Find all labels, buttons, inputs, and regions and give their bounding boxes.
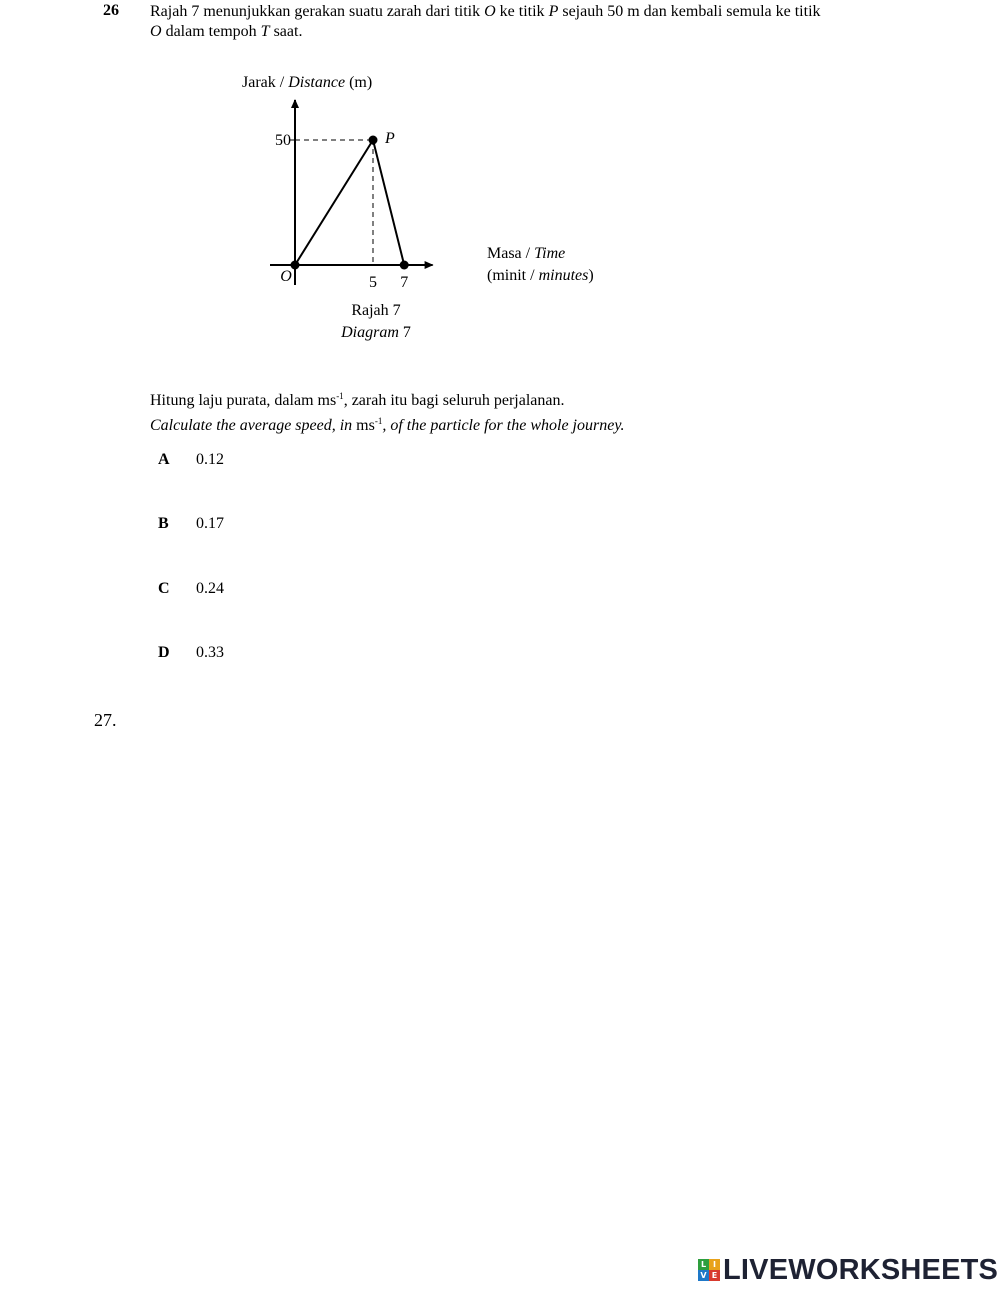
figure-caption-ms: Rajah 7	[351, 302, 401, 319]
liveworksheets-logo-icon	[698, 1259, 720, 1281]
question-stem	[150, 2, 930, 42]
answer-option-a[interactable]	[158, 451, 224, 469]
stem-text: sejauh 50 m dan kembali semula ke titik	[558, 3, 821, 20]
series-line-distance	[295, 140, 404, 265]
graph-svg	[230, 66, 630, 296]
answer-option-d[interactable]	[158, 644, 224, 662]
point-o-ref: O	[484, 3, 496, 20]
x-axis-label: Masa / Time	[487, 245, 566, 262]
option-letter: A	[158, 451, 170, 468]
question-number: 26	[103, 2, 119, 19]
y-axis-label: Jarak / Distance (m)	[242, 74, 373, 91]
caption-en-number: 7	[398, 324, 411, 341]
data-point-o	[291, 261, 300, 270]
prompt-english: Calculate the average speed, in $ms^{-1}$, of the particle for the whole journey.	[150, 416, 625, 434]
answer-option-c[interactable]	[158, 580, 224, 598]
answer-option-b[interactable]	[158, 515, 224, 533]
figure-caption-en	[230, 324, 522, 342]
stem-text: ke titik	[495, 3, 549, 20]
logo-tile: I	[709, 1259, 720, 1270]
stem-text: Rajah 7 menunjukkan gerakan suatu zarah dari titik	[150, 3, 485, 20]
peak-point-label: P	[385, 130, 395, 147]
x-axis-unit-label: (minit / minutes)	[487, 267, 594, 284]
option-value: 0.17	[196, 515, 224, 532]
option-value: 0.12	[196, 451, 224, 468]
data-point-p	[369, 136, 378, 145]
brand-name: LIVEWORKSHEETS	[723, 1253, 999, 1286]
prompt-malay: Hitung laju purata, dalam $ms^{-1}$, zarah itu bagi seluruh perjalanan.	[150, 391, 565, 409]
option-letter: D	[158, 644, 170, 661]
option-value: 0.24	[196, 580, 224, 597]
point-p-ref: P	[548, 3, 559, 20]
stem-text: dalam tempoh	[161, 23, 261, 40]
x-tick-label-5: 5	[369, 274, 377, 291]
liveworksheets-brand	[698, 1255, 998, 1285]
option-letter: B	[158, 515, 169, 532]
x-tick-label-7: 7	[400, 274, 409, 291]
distance-time-graph	[230, 66, 630, 356]
stem-text: saat.	[269, 23, 303, 40]
logo-tile: L	[698, 1259, 709, 1270]
logo-tile: V	[698, 1270, 709, 1281]
y-tick-label-50: 50	[275, 132, 291, 149]
caption-en-word: Diagram	[341, 324, 399, 341]
option-value: 0.33	[196, 644, 224, 661]
logo-tile: E	[709, 1270, 720, 1281]
origin-point-label: O	[280, 268, 292, 285]
time-symbol: T	[260, 23, 270, 40]
data-point-t7	[400, 261, 409, 270]
question-prompt	[150, 386, 910, 436]
next-question-number: 27.	[94, 710, 117, 730]
option-letter: C	[158, 580, 170, 597]
point-o-ref: O	[150, 23, 162, 40]
